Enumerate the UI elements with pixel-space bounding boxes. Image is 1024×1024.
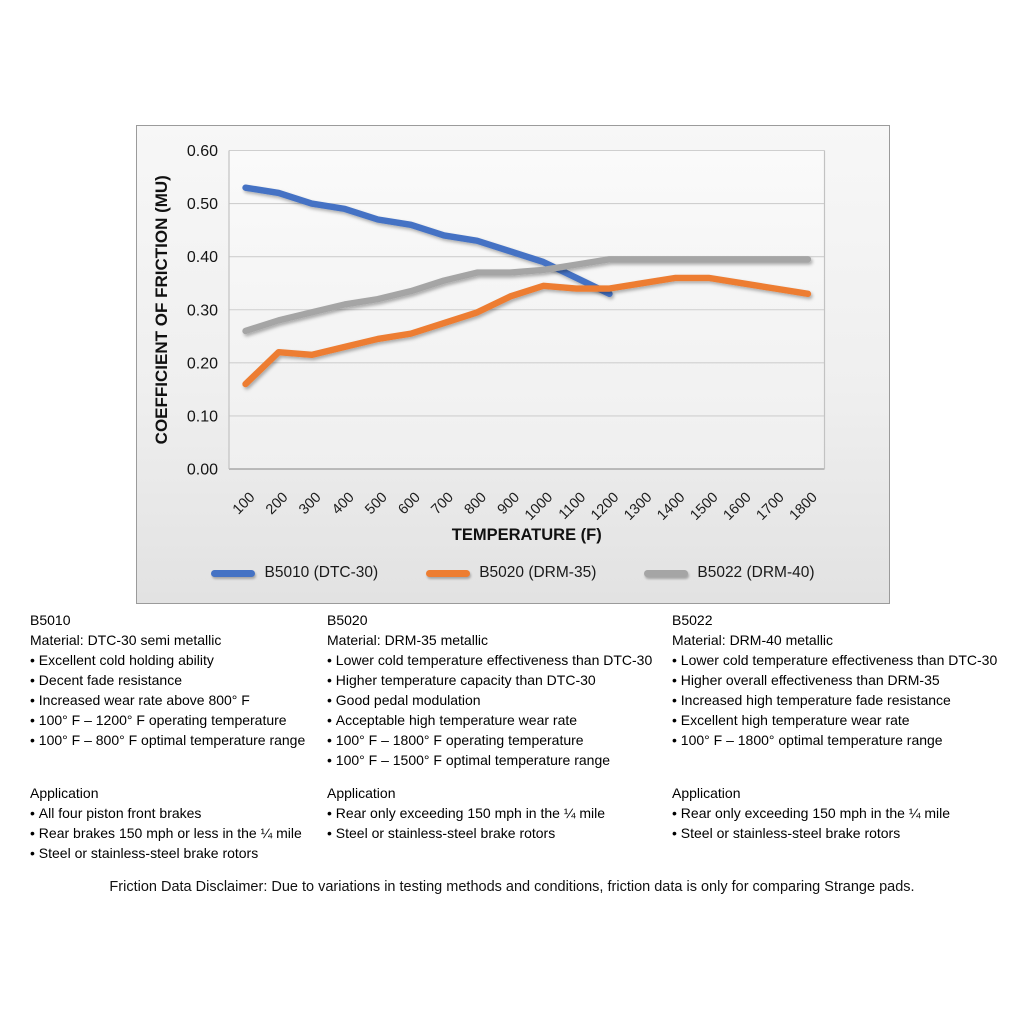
y-tick-label: 0.10 — [186, 408, 218, 426]
x-tick-label: 1000 — [521, 489, 557, 524]
x-tick-label: 1400 — [654, 489, 689, 524]
pad-feature-item: • 100° F – 1800° F operating temperature — [327, 730, 671, 750]
legend-swatch — [211, 570, 255, 577]
pad-feature-item: • Lower cold temperature effectiveness than DTC-30 — [672, 650, 1022, 670]
x-tick-label: 1200 — [588, 489, 623, 524]
pad-feature-list — [327, 650, 671, 770]
y-tick-label: 0.20 — [186, 355, 218, 373]
application-heading: Application — [327, 785, 396, 801]
legend-item — [644, 564, 814, 582]
legend-label: B5010 (DTC-30) — [264, 564, 379, 581]
pad-feature-item: • Decent fade resistance — [30, 670, 326, 690]
pad-feature-item: • Increased wear rate above 800° F — [30, 690, 326, 710]
application-list — [30, 803, 326, 863]
friction-chart — [137, 126, 891, 605]
x-tick-label: 600 — [395, 489, 424, 518]
application-item: • Rear only exceeding 150 mph in the ¼ mile — [672, 803, 1022, 823]
pad-feature-item: • Acceptable high temperature wear rate — [327, 710, 671, 730]
y-tick-label: 0.40 — [186, 249, 218, 267]
x-axis-title: TEMPERATURE (F) — [451, 526, 602, 544]
pad-model-heading: B5020 — [327, 612, 368, 628]
x-tick-label: 100 — [229, 489, 259, 518]
x-tick-label: 1600 — [720, 489, 755, 524]
x-tick-label: 400 — [329, 489, 358, 518]
chart-legend — [137, 564, 889, 582]
pad-feature-item: • Higher overall effectiveness than DRM-35 — [672, 670, 1022, 690]
x-tick-label: 1800 — [786, 489, 821, 524]
x-tick-label: 1300 — [621, 489, 656, 524]
y-tick-label: 0.30 — [186, 302, 218, 320]
application-heading: Application — [30, 785, 99, 801]
legend-item — [426, 564, 596, 582]
x-tick-label: 200 — [263, 489, 292, 518]
application-block — [30, 783, 326, 863]
application-item: • Rear brakes 150 mph or less in the ¼ mile — [30, 823, 326, 843]
pad-feature-list — [672, 650, 1022, 750]
application-list — [327, 803, 671, 843]
pad-material: Material: DRM-35 metallic — [327, 632, 489, 648]
x-tick-label: 1500 — [687, 489, 722, 524]
pad-feature-item: • Higher temperature capacity than DTC-30 — [327, 670, 671, 690]
x-tick-label: 1100 — [555, 489, 590, 523]
application-list — [672, 803, 1022, 843]
friction-chart-frame — [136, 125, 890, 604]
pad-feature-list — [30, 650, 326, 750]
friction-disclaimer: Friction Data Disclaimer: Due to variations in testing methods and conditions, friction data is only for comparing Strange pads. — [109, 879, 915, 895]
pad-feature-item: • Lower cold temperature effectiveness than DTC-30 — [327, 650, 671, 670]
application-block — [327, 783, 671, 843]
x-tick-label: 900 — [494, 489, 524, 518]
legend-label: B5022 (DRM-40) — [697, 564, 815, 581]
pad-material: Material: DRM-40 metallic — [672, 632, 834, 648]
x-tick-label: 800 — [461, 489, 490, 518]
y-axis-title: COEFFICIENT OF FRICTION (MU) — [152, 175, 171, 445]
x-tick-label: 700 — [428, 489, 457, 518]
application-item: • Steel or stainless-steel brake rotors — [672, 823, 1022, 843]
legend-swatch — [644, 570, 688, 577]
pad-feature-item: • 100° F – 1800° optimal temperature range — [672, 730, 1022, 750]
pad-model-heading: B5010 — [30, 612, 71, 628]
pad-feature-item: • Good pedal modulation — [327, 690, 671, 710]
pad-spec-column-b5010 — [30, 610, 326, 861]
pad-feature-item: • Increased high temperature fade resistance — [672, 690, 1022, 710]
application-item: • All four piston front brakes — [30, 803, 326, 823]
pad-feature-item: • Excellent high temperature wear rate — [672, 710, 1022, 730]
y-tick-label: 0.00 — [186, 461, 218, 479]
application-item: • Steel or stainless-steel brake rotors — [30, 843, 326, 863]
x-tick-label: 1700 — [753, 489, 788, 524]
y-tick-label: 0.50 — [186, 196, 218, 214]
pad-feature-item: • Excellent cold holding ability — [30, 650, 326, 670]
pad-feature-item: • 100° F – 800° F optimal temperature range — [30, 730, 326, 750]
legend-item — [211, 564, 378, 582]
application-item: • Steel or stainless-steel brake rotors — [327, 823, 671, 843]
pad-spec-column-b5020 — [327, 610, 671, 841]
application-block — [672, 783, 1022, 843]
application-item: • Rear only exceeding 150 mph in the ¼ mile — [327, 803, 671, 823]
pad-feature-item: • 100° F – 1500° F optimal temperature range — [327, 750, 671, 770]
pad-feature-item: • 100° F – 1200° F operating temperature — [30, 710, 326, 730]
legend-swatch — [426, 570, 470, 577]
x-tick-label: 300 — [296, 489, 325, 518]
pad-spec-column-b5022 — [672, 610, 1022, 841]
x-tick-label: 500 — [362, 489, 391, 518]
pad-material: Material: DTC-30 semi metallic — [30, 632, 222, 648]
application-heading: Application — [672, 785, 741, 801]
y-tick-label: 0.60 — [186, 143, 218, 160]
legend-label: B5020 (DRM-35) — [479, 564, 597, 581]
pad-model-heading: B5022 — [672, 612, 713, 628]
